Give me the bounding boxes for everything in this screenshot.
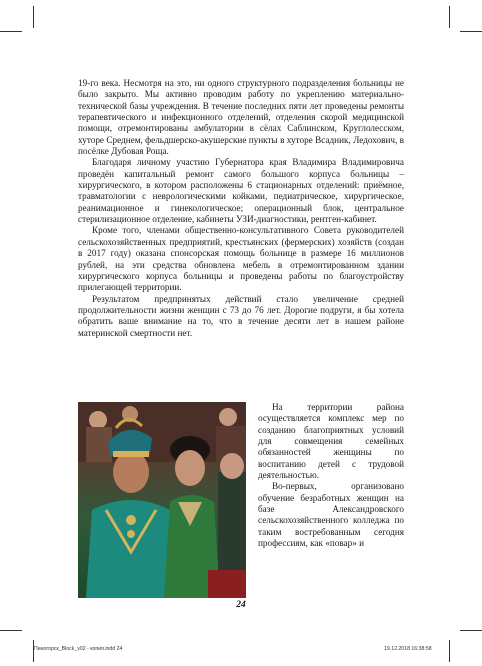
crop-mark	[449, 640, 450, 662]
paragraph: 19-го века. Несмотря на это, ни одного структурного подразделения больницы не было закрыто. Мы активно проводим работу по укреплению материально-технической базы учреждения. В течение последних пяти лет проведены ремонты терапевтического и инфекционного отделений, отделения скорой медицинской помощи, отремонтированы амбулатории в сёлах Саблинском, Круглолесском, хуторе Среднем, фельдшерско-акушерские пункты в хуторе Всадник, Ледохович, в посёлке Дубовая Роща.	[78, 78, 404, 157]
photo-illustration	[78, 402, 246, 598]
photo-women-in-traditional-costume	[78, 402, 246, 598]
crop-mark	[0, 630, 22, 631]
crop-mark	[449, 6, 450, 28]
side-text	[258, 402, 404, 549]
main-text	[78, 78, 404, 339]
footer-file-info: Пиногорск_Block_v02 - копия.indd 24	[34, 646, 123, 652]
crop-mark	[33, 6, 34, 28]
page-number: 24	[236, 600, 246, 610]
paragraph: Кроме того, членами общественно-консультативного Совета руководителей сельскохозяйственных предприятий, крестьянских (фермерских) хозяйств (создан в 2017 году) оказана спонсорская помощь больнице в размере 16 миллионов рублей, на эти средства обновлена мебель в отремонтированном здании хирургического корпуса больницы и проведены работы по благоустройству прилегающей территории.	[78, 225, 404, 293]
crop-mark	[460, 630, 482, 631]
crop-mark	[0, 31, 22, 32]
paragraph: Результатом предпринятых действий стало увеличение средней продолжительности жизни женщин с 73 до 76 лет. Дорогие подруги, я бы хотела обратить ваше внимание на то, что в течение десяти лет в нашем районе материнской смертности нет.	[78, 293, 404, 338]
crop-mark	[460, 31, 482, 32]
paragraph: На территории района осуществляется комплекс мер по созданию благоприятных условий для совмещения семейных обязанностей женщины по воспитанию детей с трудовой деятельностью.	[258, 402, 404, 481]
paragraph: Благодаря личному участию Губернатора края Владимира Владимировича проведён капитальный ремонт самого большого корпуса больницы – хирургического, в котором расположены 6 стационарных отделений: приёмное, травматологии с неврологическими койками, педиатрическое, хирургическое, реанимационное и гинекологическое; операционный блок, центральное стерилизационное отделение, кабинеты УЗИ-диагностики, рентген-кабинет.	[78, 157, 404, 225]
paragraph: Во-первых, организовано обучение безработных женщин на базе Александровского сельскохозяйственного колледжа по таким востребованным сегодня профессиям, как «повар» и	[258, 481, 404, 549]
footer-timestamp: 19.12.2018 16:38:58	[384, 646, 432, 652]
